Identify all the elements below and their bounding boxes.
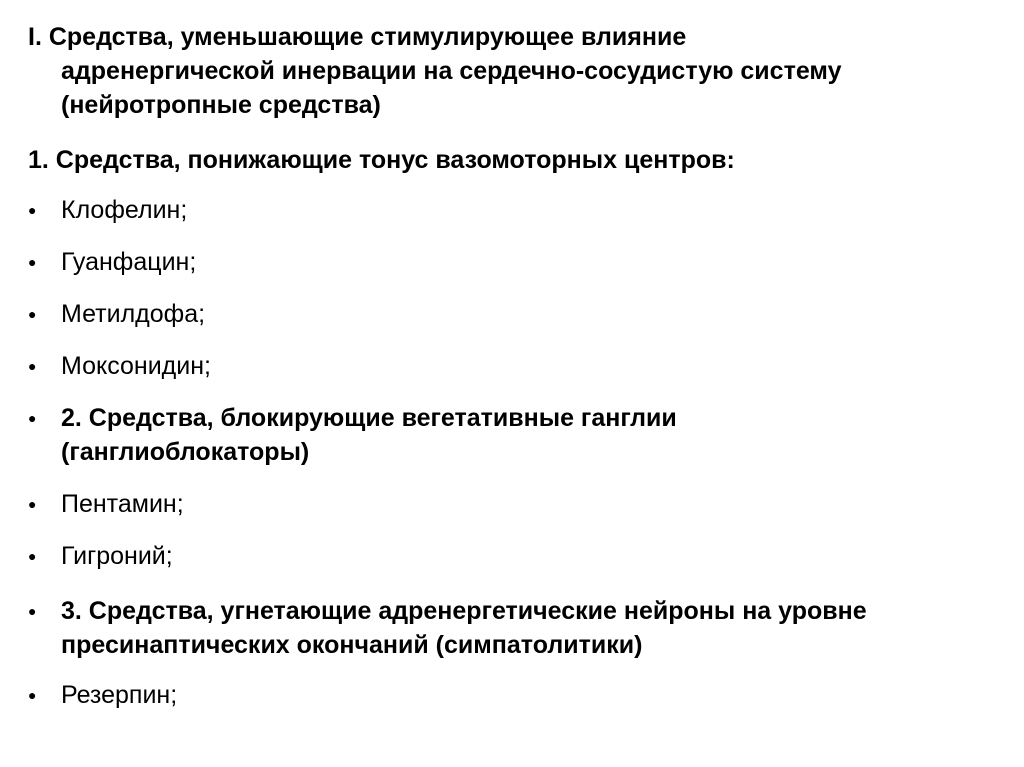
section-heading [28, 20, 988, 122]
list-item-text: Метилдофа; [61, 300, 206, 328]
list-item-text-group [61, 401, 991, 469]
bullet-icon: ● [28, 687, 37, 703]
list-item-text: Гигроний; [61, 542, 173, 570]
list-item-text-group [61, 594, 991, 662]
bullet-icon: ● [28, 306, 37, 322]
list-item-line-2: пресинаптических окончаний (симпатолитики) [61, 631, 643, 659]
bullet-icon: ● [28, 548, 37, 564]
bullet-icon: ● [28, 254, 37, 270]
bullet-icon: ● [28, 496, 37, 512]
subheading-vasomotor: 1. Средства, понижающие тонус вазомоторных центров: [28, 146, 735, 174]
bullet-icon: ● [28, 603, 37, 619]
list-item-text: Пентамин; [61, 490, 184, 518]
list-item-text: Моксонидин; [61, 352, 211, 380]
section-heading-line-2: адренергической инервации на сердечно-сосудистую систему [61, 57, 842, 85]
bullet-icon: ● [28, 202, 37, 218]
list-item-text: Гуанфацин; [61, 248, 197, 276]
section-heading-line-3: (нейротропные средства) [61, 91, 381, 119]
list-item-text: Резерпин; [61, 681, 178, 709]
bullet-icon: ● [28, 410, 37, 426]
section-heading-line-1: I. Средства, уменьшающие стимулирующее влияние [28, 23, 687, 51]
list-item-text: Клофелин; [61, 196, 188, 224]
list-item-line-1: 2. Средства, блокирующие вегетативные ганглии [61, 404, 677, 432]
list-item-line-2: (ганглиоблокаторы) [61, 438, 310, 466]
bullet-icon: ● [28, 358, 37, 374]
list-item-line-1: 3. Средства, угнетающие адренергетические нейроны на уровне [61, 597, 867, 625]
